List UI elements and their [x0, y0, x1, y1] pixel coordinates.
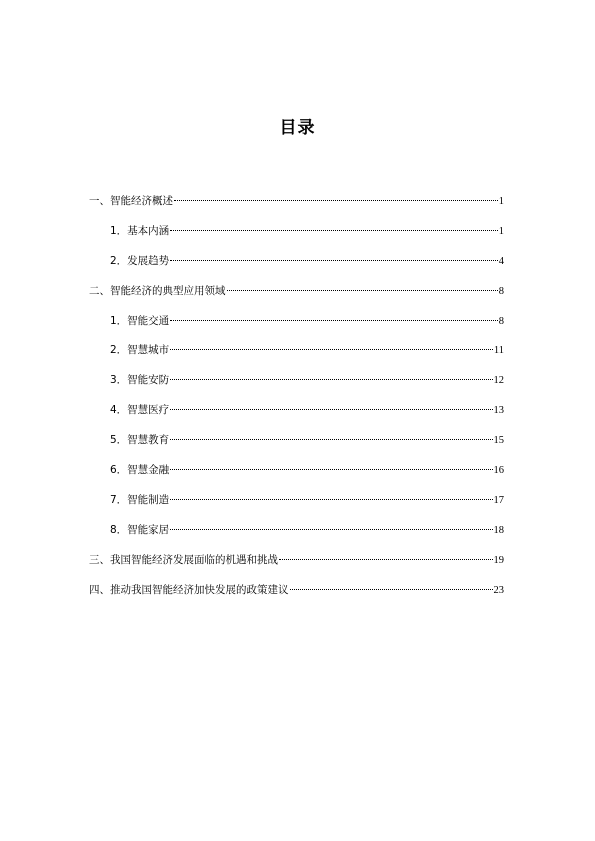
toc-entry-opportunities-challenges[interactable] — [89, 552, 504, 582]
toc-entry-label: 8．智能家居 — [110, 523, 170, 536]
toc-entry-page-number: 13 — [493, 405, 504, 417]
toc-entry-page-number: 4 — [498, 255, 504, 267]
toc-entry-typical-applications[interactable] — [89, 283, 504, 313]
toc-entry-label: 6．智慧金融 — [110, 464, 170, 477]
toc-entry-policy-recommendations[interactable] — [89, 582, 504, 612]
dot-leader — [290, 589, 493, 590]
dot-leader — [170, 320, 498, 321]
toc-title: 目录 — [279, 118, 316, 138]
dot-leader — [170, 439, 492, 440]
toc-entry-smart-transport[interactable] — [89, 313, 504, 343]
dot-leader — [170, 349, 493, 350]
toc-entry-page-number: 12 — [493, 375, 504, 387]
dot-leader — [170, 379, 492, 380]
dot-leader — [227, 290, 498, 291]
toc-entry-label: 4．智慧医疗 — [110, 404, 170, 417]
table-of-contents — [89, 193, 504, 611]
toc-entry-overview[interactable] — [89, 193, 504, 223]
toc-entry-page-number: 1 — [498, 225, 504, 237]
toc-entry-basic-meaning[interactable] — [89, 223, 504, 253]
toc-entry-label: 2．发展趋势 — [110, 254, 170, 267]
toc-entry-smart-city[interactable] — [89, 342, 504, 372]
dot-leader — [170, 499, 492, 500]
toc-entry-smart-manufacturing[interactable] — [89, 492, 504, 522]
toc-entry-development-trend[interactable] — [89, 253, 504, 283]
toc-entry-label: 三、我国智能经济发展面临的机遇和挑战 — [89, 553, 278, 566]
toc-entry-label: 5．智慧教育 — [110, 434, 170, 447]
toc-entry-page-number: 11 — [493, 345, 504, 357]
toc-entry-label: 1．智能交通 — [110, 314, 170, 327]
toc-entry-label: 7．智能制造 — [110, 493, 170, 506]
dot-leader — [170, 469, 492, 470]
toc-entry-smart-healthcare[interactable] — [89, 402, 504, 432]
toc-entry-page-number: 8 — [498, 315, 504, 327]
toc-entry-label: 2．智慧城市 — [110, 344, 170, 357]
toc-entry-label: 一、智能经济概述 — [89, 195, 173, 207]
toc-entry-page-number: 15 — [493, 435, 504, 447]
dot-leader — [170, 409, 492, 410]
toc-entry-smart-education[interactable] — [89, 432, 504, 462]
toc-entry-smart-finance[interactable] — [89, 462, 504, 492]
dot-leader — [170, 260, 498, 261]
dot-leader — [174, 200, 498, 201]
toc-entry-page-number: 8 — [498, 285, 504, 297]
toc-entry-label: 1．基本内涵 — [110, 224, 170, 237]
dot-leader — [170, 230, 498, 231]
toc-entry-page-number: 16 — [493, 465, 504, 477]
toc-entry-label: 3．智能安防 — [110, 374, 170, 387]
toc-entry-page-number: 1 — [498, 196, 504, 207]
toc-entry-page-number: 18 — [493, 524, 504, 536]
toc-entry-label: 二、智能经济的典型应用领域 — [89, 284, 226, 297]
dot-leader — [170, 529, 492, 530]
toc-entry-smart-home[interactable] — [89, 522, 504, 552]
toc-entry-page-number: 19 — [493, 554, 504, 566]
toc-entry-smart-security[interactable] — [89, 372, 504, 402]
toc-entry-page-number: 23 — [493, 584, 504, 596]
dot-leader — [279, 559, 493, 560]
toc-entry-label: 四、推动我国智能经济加快发展的政策建议 — [89, 583, 289, 596]
toc-entry-page-number: 17 — [493, 494, 504, 506]
